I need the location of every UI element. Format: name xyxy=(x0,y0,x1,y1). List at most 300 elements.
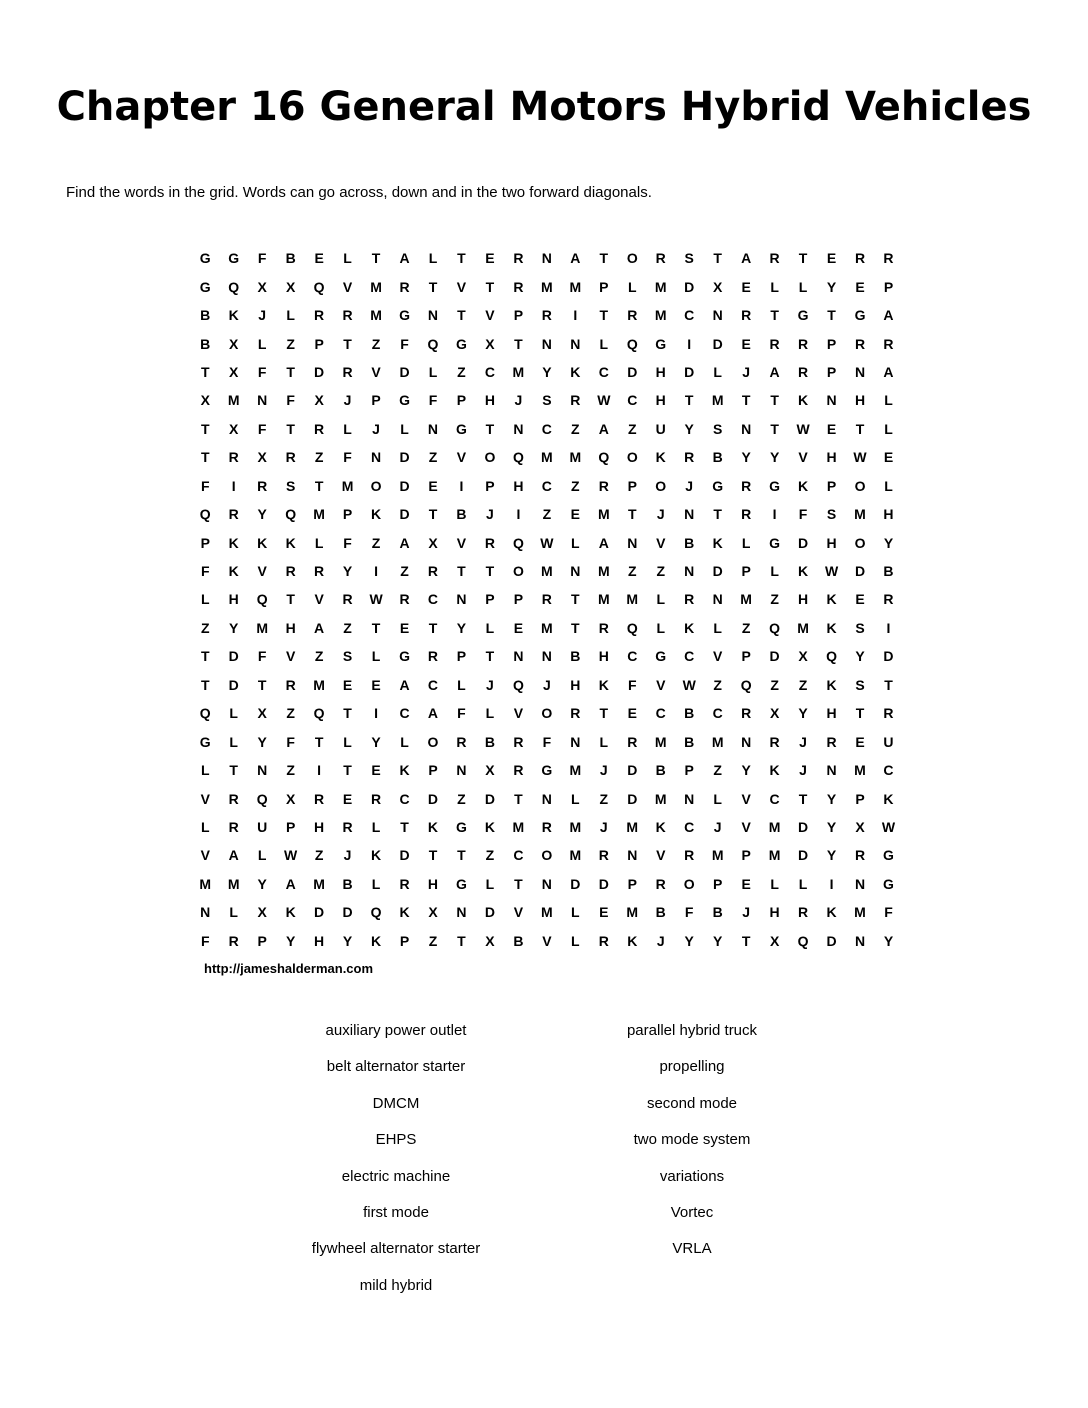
grid-letter: X xyxy=(285,278,296,295)
grid-letter: X xyxy=(229,363,239,380)
grid-letter: P xyxy=(314,335,324,352)
grid-letter: T xyxy=(428,619,438,636)
grid-letter: L xyxy=(229,705,238,722)
grid-letter: L xyxy=(229,733,238,750)
grid-letter: Q xyxy=(228,278,240,295)
grid-letter: R xyxy=(598,477,609,494)
grid-letter: L xyxy=(571,904,580,921)
grid-letter: M xyxy=(626,904,639,921)
grid-letter: P xyxy=(713,875,723,892)
grid-letter: M xyxy=(569,818,582,835)
grid-letter: P xyxy=(399,932,410,949)
grid-letter: V xyxy=(485,307,495,324)
grid-letter: H xyxy=(285,619,296,636)
grid-letter: Z xyxy=(314,847,324,864)
grid-letter: N xyxy=(741,420,752,437)
grid-letter: J xyxy=(599,818,608,835)
grid-letter: R xyxy=(342,307,353,324)
grid-letter: Y xyxy=(826,790,837,807)
grid-letter: T xyxy=(571,591,580,608)
grid-letter: V xyxy=(513,904,524,921)
grid-letter: R xyxy=(228,932,239,949)
grid-letter: G xyxy=(199,733,211,750)
grid-letter: L xyxy=(798,278,808,295)
grid-letter: R xyxy=(598,847,609,864)
grid-letter: Q xyxy=(256,790,268,807)
grid-letter: O xyxy=(541,705,553,722)
grid-letter: Z xyxy=(428,449,438,466)
grid-letter: P xyxy=(513,307,524,324)
grid-letter: M xyxy=(370,307,382,324)
grid-letter: A xyxy=(399,676,410,693)
grid-letter: R xyxy=(484,534,495,551)
grid-letter: Z xyxy=(656,563,666,580)
grid-letter: L xyxy=(884,392,893,409)
grid-letter: R xyxy=(541,591,552,608)
grid-letter: Q xyxy=(512,449,524,466)
grid-letter: P xyxy=(741,563,751,580)
grid-letter: N xyxy=(513,420,524,437)
grid-letter: O xyxy=(541,847,553,864)
grid-letter: I xyxy=(573,307,578,324)
grid-letter: T xyxy=(884,676,893,693)
grid-letter: W xyxy=(796,420,810,437)
grid-letter: R xyxy=(769,733,780,750)
grid-letter: M xyxy=(569,847,582,864)
grid-letter: F xyxy=(798,506,808,523)
grid-letter: B xyxy=(684,534,695,551)
grid-letter: K xyxy=(399,904,410,921)
grid-letter: L xyxy=(343,733,352,750)
grid-letter: I xyxy=(231,477,236,494)
grid-letter: D xyxy=(399,847,410,864)
grid-letter: O xyxy=(683,875,695,892)
grid-letter: P xyxy=(826,477,837,494)
grid-letter: O xyxy=(655,477,667,494)
grid-letter: C xyxy=(399,790,410,807)
grid-letter: D xyxy=(798,818,809,835)
grid-letter: J xyxy=(343,847,352,864)
grid-letter: K xyxy=(627,932,638,949)
grid-letter: X xyxy=(257,705,267,722)
grid-letter: R xyxy=(627,733,638,750)
grid-letter: A xyxy=(399,250,410,267)
grid-letter: K xyxy=(285,534,296,551)
grid-letter: T xyxy=(286,591,295,608)
word-list-item: EHPS xyxy=(375,1131,417,1149)
grid-letter: R xyxy=(741,307,752,324)
grid-letter: T xyxy=(713,506,722,523)
grid-letter: H xyxy=(570,676,581,693)
grid-letter: Q xyxy=(740,676,752,693)
grid-letter: J xyxy=(799,762,807,779)
grid-letter: J xyxy=(656,932,665,949)
grid-letter: J xyxy=(372,420,380,437)
grid-letter: Y xyxy=(826,818,837,835)
grid-letter: R xyxy=(883,591,894,608)
grid-letter: M xyxy=(541,904,553,921)
grid-letter: S xyxy=(713,420,723,437)
grid-letter: Z xyxy=(457,363,466,380)
grid-letter: A xyxy=(399,534,410,551)
grid-letter: T xyxy=(457,307,466,324)
grid-letter: Y xyxy=(826,278,837,295)
grid-letter: F xyxy=(428,392,438,409)
grid-letter: R xyxy=(769,335,780,352)
grid-letter: W xyxy=(881,818,896,835)
grid-letter: K xyxy=(257,534,268,551)
grid-letter: T xyxy=(827,307,836,324)
grid-letter: K xyxy=(655,818,666,835)
grid-letter: B xyxy=(883,563,894,580)
grid-letter: D xyxy=(399,506,410,523)
grid-letter: L xyxy=(713,619,722,636)
word-list-item: VRLA xyxy=(672,1240,712,1258)
grid-letter: N xyxy=(570,563,581,580)
grid-letter: N xyxy=(427,307,439,324)
word-list-right-column xyxy=(542,1013,842,1268)
grid-letter: J xyxy=(742,363,751,380)
grid-letter: H xyxy=(655,363,666,380)
grid-letter: Q xyxy=(313,278,325,295)
grid-letter: Z xyxy=(571,420,580,437)
grid-letter: L xyxy=(571,932,580,949)
grid-letter: T xyxy=(770,307,779,324)
grid-letter: O xyxy=(427,733,439,750)
grid-letter: D xyxy=(314,904,325,921)
grid-letter: V xyxy=(342,278,353,295)
grid-letter: T xyxy=(770,420,779,437)
grid-letter: H xyxy=(769,904,780,921)
grid-letter: N xyxy=(257,762,268,779)
grid-letter: V xyxy=(371,363,381,380)
grid-letter: Y xyxy=(769,449,780,466)
grid-letter: E xyxy=(883,449,894,466)
grid-letter: L xyxy=(400,420,409,437)
grid-letter: P xyxy=(428,762,438,779)
grid-letter: M xyxy=(597,563,610,580)
grid-letter: K xyxy=(883,790,894,807)
grid-letter: D xyxy=(484,904,495,921)
grid-letter: N xyxy=(456,591,467,608)
grid-letter: T xyxy=(599,307,609,324)
grid-letter: B xyxy=(712,449,723,466)
grid-letter: M xyxy=(626,818,639,835)
grid-letter: A xyxy=(598,534,609,551)
grid-letter: M xyxy=(740,591,752,608)
grid-letter: D xyxy=(314,363,325,380)
grid-letter: X xyxy=(798,648,808,665)
grid-letter: X xyxy=(769,932,780,949)
grid-letter: X xyxy=(257,449,267,466)
grid-letter: L xyxy=(286,307,295,324)
grid-letter: T xyxy=(485,278,495,295)
grid-letter: A xyxy=(883,363,894,380)
grid-letter: G xyxy=(456,818,467,835)
grid-letter: M xyxy=(597,591,610,608)
grid-letter: R xyxy=(598,619,609,636)
grid-letter: R xyxy=(854,250,866,267)
grid-letter: G xyxy=(769,477,781,494)
grid-letter: W xyxy=(824,563,839,580)
word-list-left-column xyxy=(246,1013,546,1304)
grid-letter: S xyxy=(342,648,353,665)
grid-letter: B xyxy=(342,875,353,892)
grid-letter: N xyxy=(854,363,866,380)
grid-letter: V xyxy=(741,818,751,835)
grid-letter: J xyxy=(685,477,694,494)
grid-letter: O xyxy=(370,477,382,494)
grid-letter: N xyxy=(427,420,439,437)
grid-letter: Q xyxy=(826,648,837,665)
grid-letter: M xyxy=(227,392,240,409)
grid-letter: D xyxy=(399,449,410,466)
grid-letter: M xyxy=(654,278,667,295)
grid-letter: R xyxy=(456,733,467,750)
grid-letter: T xyxy=(286,363,295,380)
word-list-item: flywheel alternator starter xyxy=(311,1240,481,1258)
grid-letter: R xyxy=(655,250,666,267)
grid-letter: V xyxy=(314,591,324,608)
grid-letter: K xyxy=(826,619,837,636)
grid-letter: K xyxy=(769,762,780,779)
grid-letter: V xyxy=(542,932,552,949)
grid-letter: C xyxy=(883,762,894,779)
grid-letter: M xyxy=(341,477,354,494)
grid-letter: P xyxy=(627,477,637,494)
grid-letter: X xyxy=(257,904,267,921)
grid-letter: K xyxy=(826,676,837,693)
grid-letter: L xyxy=(200,818,210,835)
grid-letter: Q xyxy=(769,619,781,636)
grid-letter: N xyxy=(370,449,382,466)
grid-letter: I xyxy=(459,477,464,494)
grid-letter: Y xyxy=(285,932,296,949)
grid-letter: R xyxy=(627,307,638,324)
grid-letter: L xyxy=(400,733,409,750)
grid-letter: Q xyxy=(199,705,211,722)
grid-letter: F xyxy=(400,335,409,352)
grid-letter: J xyxy=(258,307,267,324)
grid-letter: W xyxy=(853,449,867,466)
grid-letter: I xyxy=(886,619,891,636)
grid-letter: H xyxy=(598,648,609,665)
grid-letter: D xyxy=(798,534,809,551)
grid-letter: R xyxy=(741,705,752,722)
grid-letter: P xyxy=(627,875,637,892)
grid-letter: R xyxy=(570,705,581,722)
grid-letter: R xyxy=(314,790,325,807)
grid-letter: Y xyxy=(684,420,694,437)
grid-letter: T xyxy=(798,250,808,267)
grid-letter: M xyxy=(227,875,240,892)
grid-letter: C xyxy=(427,676,439,693)
grid-letter: E xyxy=(314,250,324,267)
grid-letter: K xyxy=(798,392,809,409)
grid-letter: E xyxy=(399,619,410,636)
grid-letter: X xyxy=(485,762,495,779)
grid-letter: B xyxy=(513,932,524,949)
grid-letter: W xyxy=(284,847,298,864)
grid-letter: M xyxy=(654,733,667,750)
grid-letter: N xyxy=(627,534,638,551)
grid-letter: M xyxy=(626,591,639,608)
grid-letter: Z xyxy=(798,676,808,693)
grid-letter: Q xyxy=(512,534,524,551)
grid-letter: B xyxy=(712,904,723,921)
word-list-item: Vortec xyxy=(670,1203,714,1221)
grid-letter: H xyxy=(655,392,666,409)
grid-letter: A xyxy=(427,705,439,722)
grid-letter: D xyxy=(342,904,353,921)
grid-letter: R xyxy=(883,705,894,722)
grid-letter: R xyxy=(513,250,524,267)
word-list-item: variations xyxy=(659,1167,725,1185)
grid-letter: Z xyxy=(713,676,722,693)
grid-letter: P xyxy=(456,392,467,409)
grid-letter: T xyxy=(428,847,438,864)
grid-letter: Y xyxy=(684,932,694,949)
grid-letter: G xyxy=(655,335,667,352)
grid-letter: D xyxy=(684,363,695,380)
grid-letter: R xyxy=(285,676,296,693)
grid-letter: R xyxy=(883,335,894,352)
grid-letter: Y xyxy=(257,875,267,892)
grid-letter: N xyxy=(712,307,723,324)
grid-letter: K xyxy=(228,563,239,580)
grid-letter: T xyxy=(770,392,779,409)
grid-letter: P xyxy=(513,591,524,608)
grid-letter: L xyxy=(571,790,580,807)
grid-letter: U xyxy=(655,420,666,437)
grid-letter: A xyxy=(570,250,581,267)
grid-letter: I xyxy=(829,875,834,892)
grid-letter: L xyxy=(428,363,438,380)
grid-letter: P xyxy=(342,506,353,523)
grid-letter: F xyxy=(884,904,893,921)
grid-letter: F xyxy=(257,420,267,437)
grid-letter: L xyxy=(371,648,381,665)
grid-letter: M xyxy=(711,847,724,864)
grid-letter: T xyxy=(741,932,751,949)
grid-letter: R xyxy=(228,790,239,807)
grid-letter: D xyxy=(712,563,723,580)
grid-letter: B xyxy=(684,705,695,722)
grid-letter: O xyxy=(512,563,524,580)
grid-letter: M xyxy=(854,762,866,779)
grid-letter: E xyxy=(342,790,353,807)
grid-letter: M xyxy=(313,506,325,523)
grid-letter: M xyxy=(313,875,325,892)
grid-letter: J xyxy=(713,818,722,835)
grid-letter: X xyxy=(713,278,723,295)
grid-letter: K xyxy=(228,534,239,551)
grid-letter: H xyxy=(513,477,524,494)
grid-letter: X xyxy=(428,904,438,921)
grid-letter: T xyxy=(514,335,523,352)
grid-letter: G xyxy=(228,250,240,267)
grid-letter: Z xyxy=(371,534,381,551)
grid-letter: O xyxy=(854,477,866,494)
grid-letter: D xyxy=(399,477,410,494)
grid-letter: C xyxy=(541,420,552,437)
grid-letter: N xyxy=(570,733,581,750)
grid-letter: G xyxy=(797,307,809,324)
grid-letter: F xyxy=(200,563,210,580)
grid-letter: E xyxy=(485,250,495,267)
grid-letter: Y xyxy=(257,506,267,523)
grid-letter: Z xyxy=(428,932,438,949)
grid-letter: L xyxy=(741,534,751,551)
grid-letter: T xyxy=(343,762,352,779)
grid-letter: K xyxy=(285,904,296,921)
grid-letter: S xyxy=(542,392,552,409)
grid-letter: P xyxy=(200,534,210,551)
grid-letter: D xyxy=(826,932,837,949)
grid-letter: M xyxy=(512,818,525,835)
grid-letter: D xyxy=(228,676,239,693)
grid-letter: F xyxy=(542,733,552,750)
grid-letter: H xyxy=(826,534,837,551)
grid-letter: N xyxy=(627,847,638,864)
grid-letter: Y xyxy=(883,534,894,551)
grid-letter: J xyxy=(514,392,523,409)
grid-letter: X xyxy=(769,705,780,722)
grid-letter: P xyxy=(257,932,267,949)
grid-letter: J xyxy=(799,733,807,750)
grid-letter: Z xyxy=(314,648,324,665)
grid-letter: N xyxy=(712,591,723,608)
grid-letter: V xyxy=(656,534,666,551)
grid-letter: F xyxy=(627,676,637,693)
grid-letter: F xyxy=(257,648,267,665)
grid-letter: V xyxy=(456,534,467,551)
grid-letter: Q xyxy=(199,506,211,523)
grid-letter: C xyxy=(541,477,552,494)
grid-letter: R xyxy=(684,847,695,864)
grid-letter: E xyxy=(371,762,381,779)
grid-letter: U xyxy=(257,818,268,835)
grid-letter: X xyxy=(285,790,296,807)
grid-letter: X xyxy=(485,932,495,949)
grid-letter: C xyxy=(484,363,495,380)
grid-letter: B xyxy=(200,335,211,352)
grid-letter: R xyxy=(342,591,353,608)
grid-letter: F xyxy=(457,705,466,722)
grid-letter: E xyxy=(826,420,837,437)
grid-letter: C xyxy=(399,705,410,722)
grid-letter: T xyxy=(200,420,210,437)
grid-letter: I xyxy=(687,335,692,352)
grid-letter: M xyxy=(854,506,866,523)
grid-letter: P xyxy=(826,335,837,352)
grid-letter: Z xyxy=(627,420,637,437)
grid-letter: G xyxy=(399,307,410,324)
grid-letter: E xyxy=(855,278,865,295)
grid-letter: Z xyxy=(713,762,722,779)
grid-letter: E xyxy=(342,676,353,693)
grid-letter: G xyxy=(541,762,553,779)
grid-letter: G xyxy=(399,648,410,665)
grid-letter: S xyxy=(285,477,296,494)
grid-letter: D xyxy=(228,648,239,665)
grid-letter: J xyxy=(486,676,494,693)
grid-letter: C xyxy=(684,307,695,324)
grid-letter: C xyxy=(598,363,609,380)
grid-letter: Z xyxy=(542,506,552,523)
grid-letter: T xyxy=(428,506,438,523)
grid-letter: U xyxy=(883,733,894,750)
